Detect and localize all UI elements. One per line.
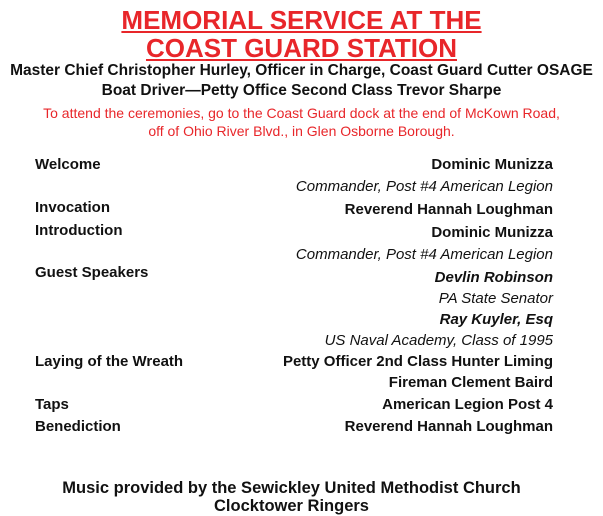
title-line-1: MEMORIAL SERVICE AT THE: [121, 5, 482, 35]
invocation-label: Invocation: [35, 199, 111, 216]
invocation-name: Reverend Hannah Loughman: [344, 201, 553, 218]
title-line-2: COAST GUARD STATION: [145, 33, 458, 63]
introduction-name: Dominic Munizza: [431, 224, 553, 241]
introduction-role: Commander, Post #4 American Legion: [295, 246, 553, 263]
welcome-label: Welcome: [35, 156, 101, 173]
guest-2-role: US Naval Academy, Class of 1995: [324, 332, 553, 349]
taps-name: American Legion Post 4: [382, 396, 553, 413]
benediction-name: Reverend Hannah Loughman: [344, 418, 553, 435]
introduction-label: Introduction: [35, 222, 123, 239]
wreath-label: Laying of the Wreath: [35, 353, 184, 370]
officer-line: Master Chief Christopher Hurley, Officer in Charge, Coast Guard Cutter OSAGE: [10, 62, 593, 79]
wreath-name-1: Petty Officer 2nd Class Hunter Liming: [282, 353, 553, 370]
guest-speakers-label: Guest Speakers: [35, 264, 149, 281]
footer-line-1: Music provided by the Sewickley United Methodist Church: [62, 479, 521, 497]
footer-line-2: Clocktower Ringers: [214, 497, 369, 515]
directions-line-2: off of Ohio River Blvd., in Glen Osborne Borough.: [148, 123, 455, 139]
benediction-label: Benediction: [35, 418, 121, 435]
welcome-name: Dominic Munizza: [431, 156, 553, 173]
guest-2-name: Ray Kuyler, Esq: [439, 311, 553, 328]
guest-1-name: Devlin Robinson: [434, 269, 553, 286]
welcome-role: Commander, Post #4 American Legion: [295, 178, 553, 195]
boat-driver-line: Boat Driver—Petty Office Second Class Trevor Sharpe: [101, 82, 502, 99]
wreath-name-2: Fireman Clement Baird: [388, 374, 553, 391]
taps-label: Taps: [35, 396, 69, 413]
directions-line-1: To attend the ceremonies, go to the Coast Guard dock at the end of McKown Road,: [43, 105, 560, 121]
guest-1-role: PA State Senator: [438, 290, 553, 307]
